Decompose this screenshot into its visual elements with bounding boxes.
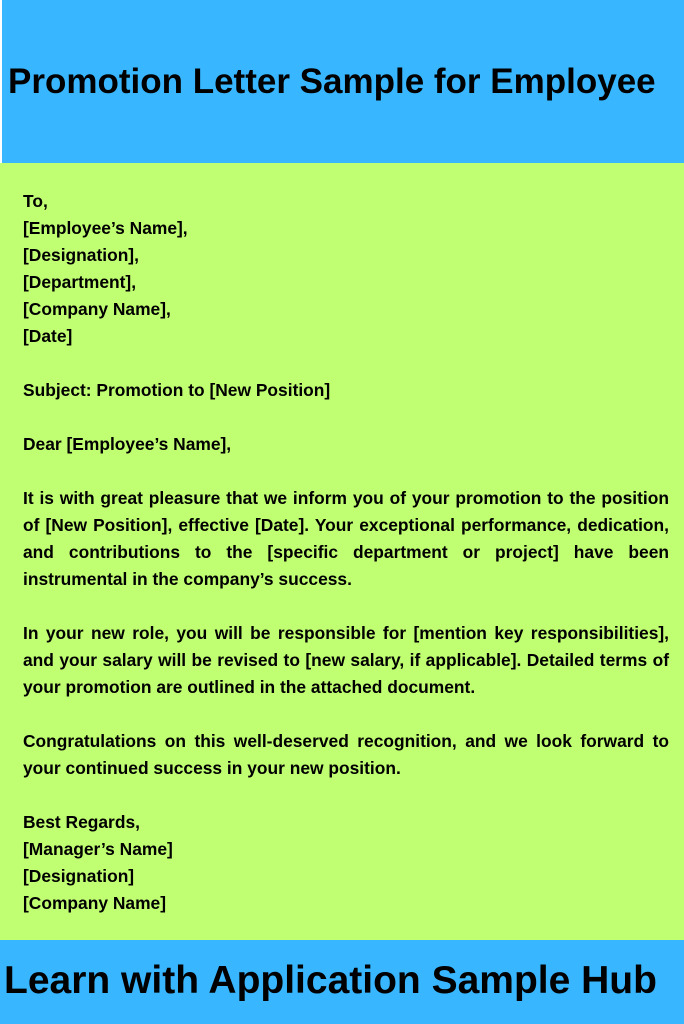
letter-body xyxy=(0,163,684,940)
body-paragraph: It is with great pleasure that we inform you of your promotion to the position of [New Position], effective [Date]. Your exceptional performance, dedication, and contributions to the [specific department or project] have been instrumental in the company’s success. xyxy=(23,488,669,589)
footer-text: Learn with Application Sample Hub xyxy=(4,959,657,1002)
body-paragraph: Congratulations on this well-deserved recognition, and we look forward to your continued success in your new position. xyxy=(23,731,669,778)
closing-line: [Manager’s Name] xyxy=(23,839,173,859)
closing-line: [Designation] xyxy=(23,866,135,886)
recipient-line: [Department], xyxy=(23,272,137,292)
recipient-line: To, xyxy=(23,191,48,211)
body-paragraph: In your new role, you will be responsible for [mention key responsibilities], and your salary will be revised to [new salary, if applicable]. Detailed terms of your promotion are outlined in the attached document. xyxy=(23,623,669,697)
salutation: Dear [Employee’s Name], xyxy=(23,434,232,454)
footer-banner xyxy=(0,940,684,1024)
closing-line: [Company Name] xyxy=(23,893,167,913)
header-banner xyxy=(2,0,684,163)
closing-line: Best Regards, xyxy=(23,812,140,832)
recipient-line: [Designation], xyxy=(23,245,139,265)
recipient-line: [Company Name], xyxy=(23,299,171,319)
recipient-line: [Employee’s Name], xyxy=(23,218,188,238)
recipient-block xyxy=(23,188,669,350)
closing-block xyxy=(23,809,669,917)
subject-line: Subject: Promotion to [New Position] xyxy=(23,380,331,400)
page-title: Promotion Letter Sample for Employee xyxy=(8,62,656,101)
recipient-line: [Date] xyxy=(23,326,73,346)
